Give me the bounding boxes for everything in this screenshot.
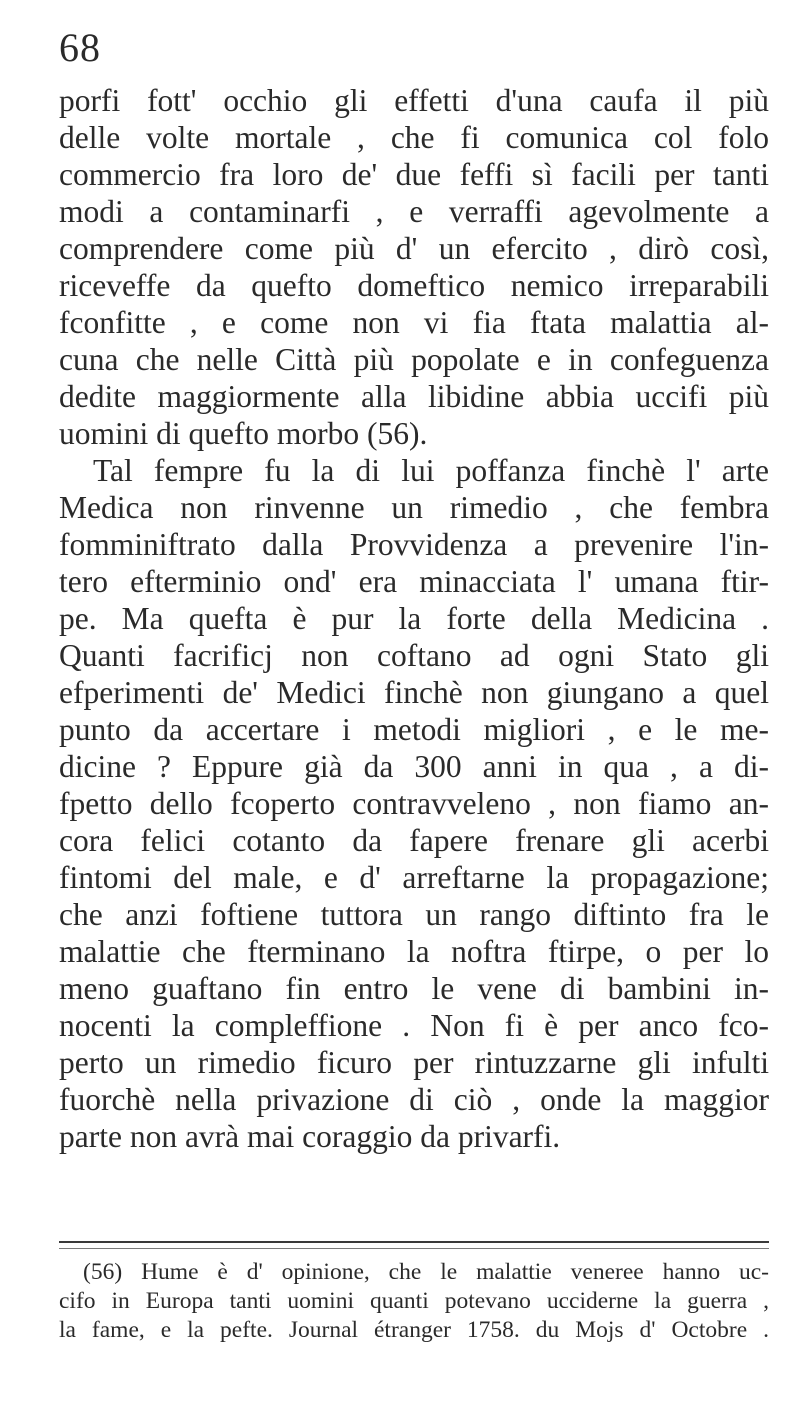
text-line: che anzi foftiene tuttora un rango diftinto fra le: [59, 897, 769, 932]
text-line: pe. Ma quefta è pur la forte della Medicina .: [59, 601, 769, 636]
text-line: commercio fra loro de' due feffi sì facili per tanti: [59, 157, 769, 192]
page-number: 68: [59, 25, 101, 70]
text-line: dicine ? Eppure già da 300 anni in qua , a di-: [59, 749, 769, 784]
text-line: Quanti facrificj non coftano ad ogni Stato gli: [59, 638, 769, 673]
text-line: fomminiftrato dalla Provvidenza a prevenire l'in-: [59, 527, 769, 562]
text-line: tero efterminio ond' era minacciata l' umana ftir-: [59, 564, 769, 599]
text-line: parte non avrà mai coraggio da privarfi.: [59, 1119, 561, 1154]
text-line: delle volte mortale , che fi comunica col folo: [59, 120, 769, 155]
paragraph-start-line: Tal fempre fu la di lui poffanza finchè l' arte: [93, 453, 769, 488]
footnote-line: la fame, e la pefte. Journal étranger 1758. du Mojs d' Octobre .: [59, 1317, 769, 1343]
text-line: porfi fott' occhio gli effetti d'una caufa il più: [59, 83, 769, 118]
text-line: modi a contaminarfi , e verraffi agevolmente a: [59, 194, 769, 229]
footnote-line: cifo in Europa tanti uomini quanti potevano ucciderne la guerra ,: [59, 1288, 769, 1314]
text-line: nocenti la compleffione . Non fi è per anco fco-: [59, 1008, 769, 1043]
text-line: fconfitte , e come non vi fia ftata malattia al-: [59, 305, 769, 340]
text-line: dedite maggiormente alla libidine abbia uccifi più: [59, 379, 769, 414]
main-text: [59, 82, 769, 1155]
footnote: [59, 1258, 769, 1345]
text-line: efperimenti de' Medici finchè non giungano a quel: [59, 675, 769, 710]
text-line: fintomi del male, e d' arreftarne la propagazione;: [59, 860, 769, 895]
text-line: riceveffe da quefto domeftico nemico irreparabili: [59, 268, 769, 303]
text-line: cuna che nelle Città più popolate e in confeguenza: [59, 342, 769, 377]
footnote-separator-rule: [59, 1241, 769, 1249]
text-line: fuorchè nella privazione di ciò , onde la maggior: [59, 1082, 769, 1117]
text-line: cora felici cotanto da fapere frenare gli acerbi: [59, 823, 769, 858]
text-line: fpetto dello fcoperto contravveleno , non fiamo an-: [59, 786, 769, 821]
footnote-line: (56) Hume è d' opinione, che le malattie veneree hanno uc-: [83, 1259, 769, 1285]
text-line: perto un rimedio ficuro per rintuzzarne gli infulti: [59, 1045, 769, 1080]
text-line: malattie che fterminano la noftra ftirpe, o per lo: [59, 934, 769, 969]
text-line: comprendere come più d' un efercito , dirò così,: [59, 231, 769, 266]
text-line: uomini di quefto morbo (56).: [59, 416, 428, 451]
text-line: meno guaftano fin entro le vene di bambini in-: [59, 971, 769, 1006]
text-line: punto da accertare i metodi migliori , e le me-: [59, 712, 769, 747]
text-line: Medica non rinvenne un rimedio , che fembra: [59, 490, 769, 525]
